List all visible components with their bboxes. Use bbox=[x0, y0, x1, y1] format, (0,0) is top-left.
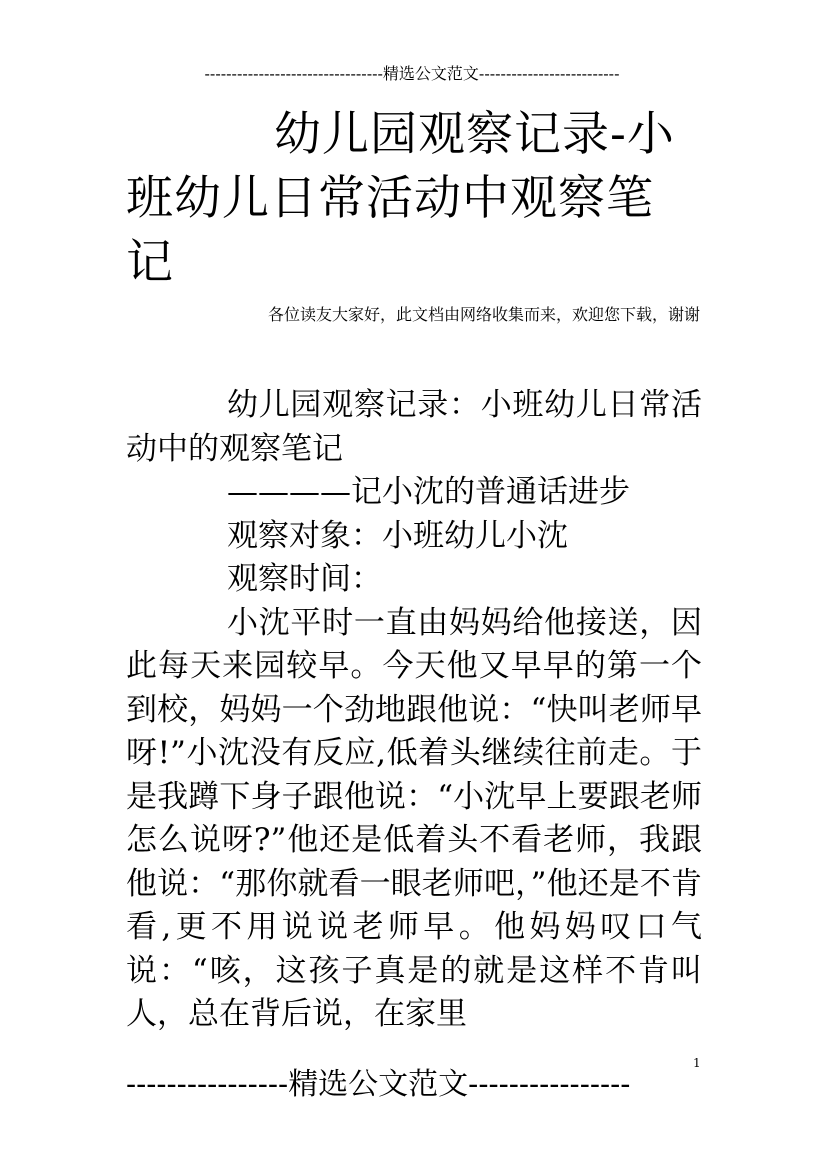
body-paragraph: 观察对象：小班幼儿小沈 bbox=[227, 517, 568, 554]
body-paragraph: ————记小沈的普通话进步 bbox=[227, 474, 630, 510]
title-line-2: 班幼儿日常活动中观察笔 bbox=[126, 171, 654, 226]
document-title bbox=[126, 103, 706, 295]
page-number: 1 bbox=[693, 1056, 701, 1070]
title-line-1: 幼儿园观察记录-小 bbox=[274, 107, 675, 162]
body-paragraph: 小沈平时一直由妈妈给他接送，因此每天来园较早。今天他又早早的第一个到校，妈妈一个劲地跟他说：“快叫老师早呀!”小沈没有反应,低着头继续往前走。于是我蹲下身子跟他说：“小沈早上要跟老师怎么说呀?”他还是低着头不看老师，我跟他说：“那你就看一眼老师吧，”他还是不肯看,更不用说说老师早。他妈妈叹口气说：“咳，这孩子真是的就是这样不肯叫人，总在背后说，在家里 bbox=[126, 604, 702, 1032]
body-paragraph: 幼儿园观察记录：小班幼儿日常活动中的观察笔记 bbox=[126, 387, 702, 467]
page-footer: ----------------精选公文范文---------------- bbox=[126, 1067, 631, 1102]
intro-note: 各位读友大家好，此文档由网络收集而来，欢迎您下载，谢谢 bbox=[267, 305, 700, 324]
document-body bbox=[126, 384, 702, 1037]
page-header: ---------------------------------精选公文范文-------------------------- bbox=[204, 64, 620, 83]
title-line-3: 记 bbox=[126, 235, 174, 290]
body-paragraph: 观察时间： bbox=[227, 561, 382, 597]
